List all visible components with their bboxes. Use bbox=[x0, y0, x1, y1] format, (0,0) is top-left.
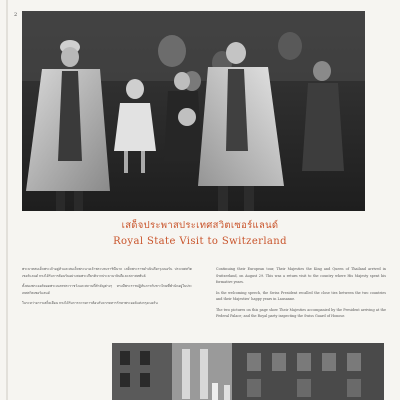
royal-visit-photo bbox=[22, 11, 365, 211]
headline-thai: เสด็จประพาสประเทศสวิตเซอร์แลนด์ bbox=[121, 220, 279, 231]
paragraph: ในระหว่างการเสด็จเยือน ทรงได้รับการถวายการต้อนรับจากทหารรักษาพระองค์แห่งกรุงเบอร์น bbox=[22, 300, 158, 305]
page-edge-shadow bbox=[6, 0, 8, 400]
paragraph: Continuing their European tour, Their Majesties the King and Queen of Thailand arrived in Switzerland, on August 29. This was a return visit to the country where His Majesty spent his formative years. bbox=[216, 267, 386, 285]
paragraph: In the welcoming speech, the Swiss President recalled the close ties between the two countries and their Majesties' happy years in Lausanne. bbox=[216, 290, 386, 302]
page-number: 2 bbox=[14, 12, 18, 18]
federal-palace-photo bbox=[112, 343, 384, 400]
paragraph: พระบาทสมเด็จพระเจ้าอยู่หัวและสมเด็จพระนางเจ้าพระบรมราชินีนาถ เสด็จพระราชดำเนินถึงกรุงเบอร์น ประเทศสวิตเซอร์แลนด์ ทรงได้รับการต้อนรับอย่างสมพระเกียรติจากประธานาธิบดีและสภาสหพันธ์ bbox=[22, 267, 192, 278]
headline-english: Royal State Visit to Switzerland bbox=[113, 236, 287, 247]
body-text-thai bbox=[22, 266, 192, 310]
body-text-english bbox=[216, 266, 386, 323]
paragraph: The two pictures on this page show Their Majesties accompanied by the President arriving at the Federal Palace; and the Royal party inspecting the Swiss Guard of Honour. bbox=[216, 307, 386, 319]
paragraph: ทั้งสองพระองค์ทอดพระเนตรพระราชวังและสถานที่สำคัญต่างๆ ทรงมีพระราชปฏิสันถารกับชาวไทยที่พำนักอยู่ในประเทศสวิตเซอร์แลนด์ bbox=[22, 283, 192, 295]
